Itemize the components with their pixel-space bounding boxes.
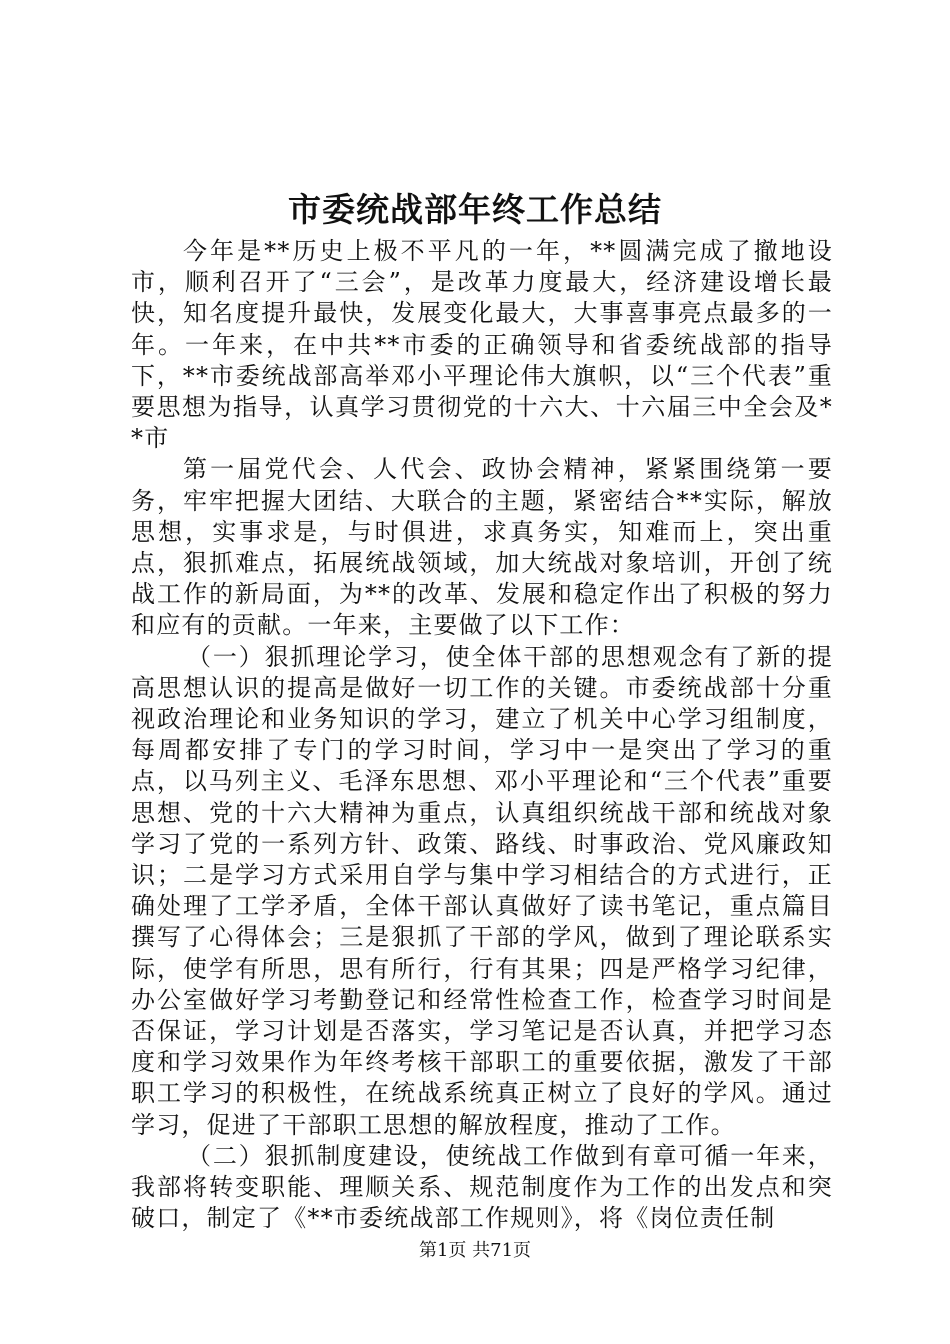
paragraph-overview: 第一届党代会、人代会、政协会精神，紧紧围绕第一要务，牢牢把握大团结、大联合的主题，紧密结合**实际，解放思想，实事求是，与时俱进，求真务实，知难而上，突出重点，狠抓难点，拓展统战领域，加大统战对象培训，开创了统战工作的新局面，为**的改革、发展和稳定作出了积极的努力和应有的贡献。一年来，主要做了以下工作：	[131, 455, 833, 640]
document-body	[131, 236, 833, 1235]
page-number: 第1页 共71页	[418, 1240, 532, 1261]
paragraph-intro: 今年是**历史上极不平凡的一年，**圆满完成了撤地设市，顺利召开了“三会”，是改革力度最大，经济建设增长最快，知名度提升最快，发展变化最大，大事喜事亮点最多的一年。一年来，在中共**市委的正确领导和省委统战部的指导下，**市委统战部高举邓小平理论伟大旗帜，以“三个代表”重要思想为指导，认真学习贯彻党的十六大、十六届三中全会及**市	[131, 237, 833, 453]
paragraph-section-1: （一）狠抓理论学习，使全体干部的思想观念有了新的提高思想认识的提高是做好一切工作的关键。市委统战部十分重视政治理论和业务知识的学习，建立了机关中心学习组制度，每周都安排了专门的学习时间，学习中一是突出了学习的重点，以马列主义、毛泽东思想、邓小平理论和“三个代表”重要思想、党的十六大精神为重点，认真组织统战干部和统战对象学习了党的一系列方针、政策、路线、时事政治、党风廉政知识；二是学习方式采用自学与集中学习相结合的方式进行，正确处理了工学矛盾，全体干部认真做好了读书笔记，重点篇目撰写了心得体会；三是狠抓了干部的学风，做到了理论联系实际，使学有所思，思有所行，行有其果；四是严格学习纪律，办公室做好学习考勤登记和经常性检查工作，检查学习时间是否保证，学习计划是否落实，学习笔记是否认真，并把学习态度和学习效果作为年终考核干部职工的重要依据，激发了干部职工学习的积极性，在统战系统真正树立了良好的学风。通过学习，促进了干部职工思想的解放程度，推动了工作。	[131, 642, 833, 1139]
paragraph-section-2: （二）狠抓制度建设，使统战工作做到有章可循一年来，我部将转变职能、理顺关系、规范制度作为工作的出发点和突破口，制定了《**市委统战部工作规则》，将《岗位责任制	[131, 1141, 833, 1233]
document-title: 市委统战部年终工作总结	[288, 190, 662, 229]
